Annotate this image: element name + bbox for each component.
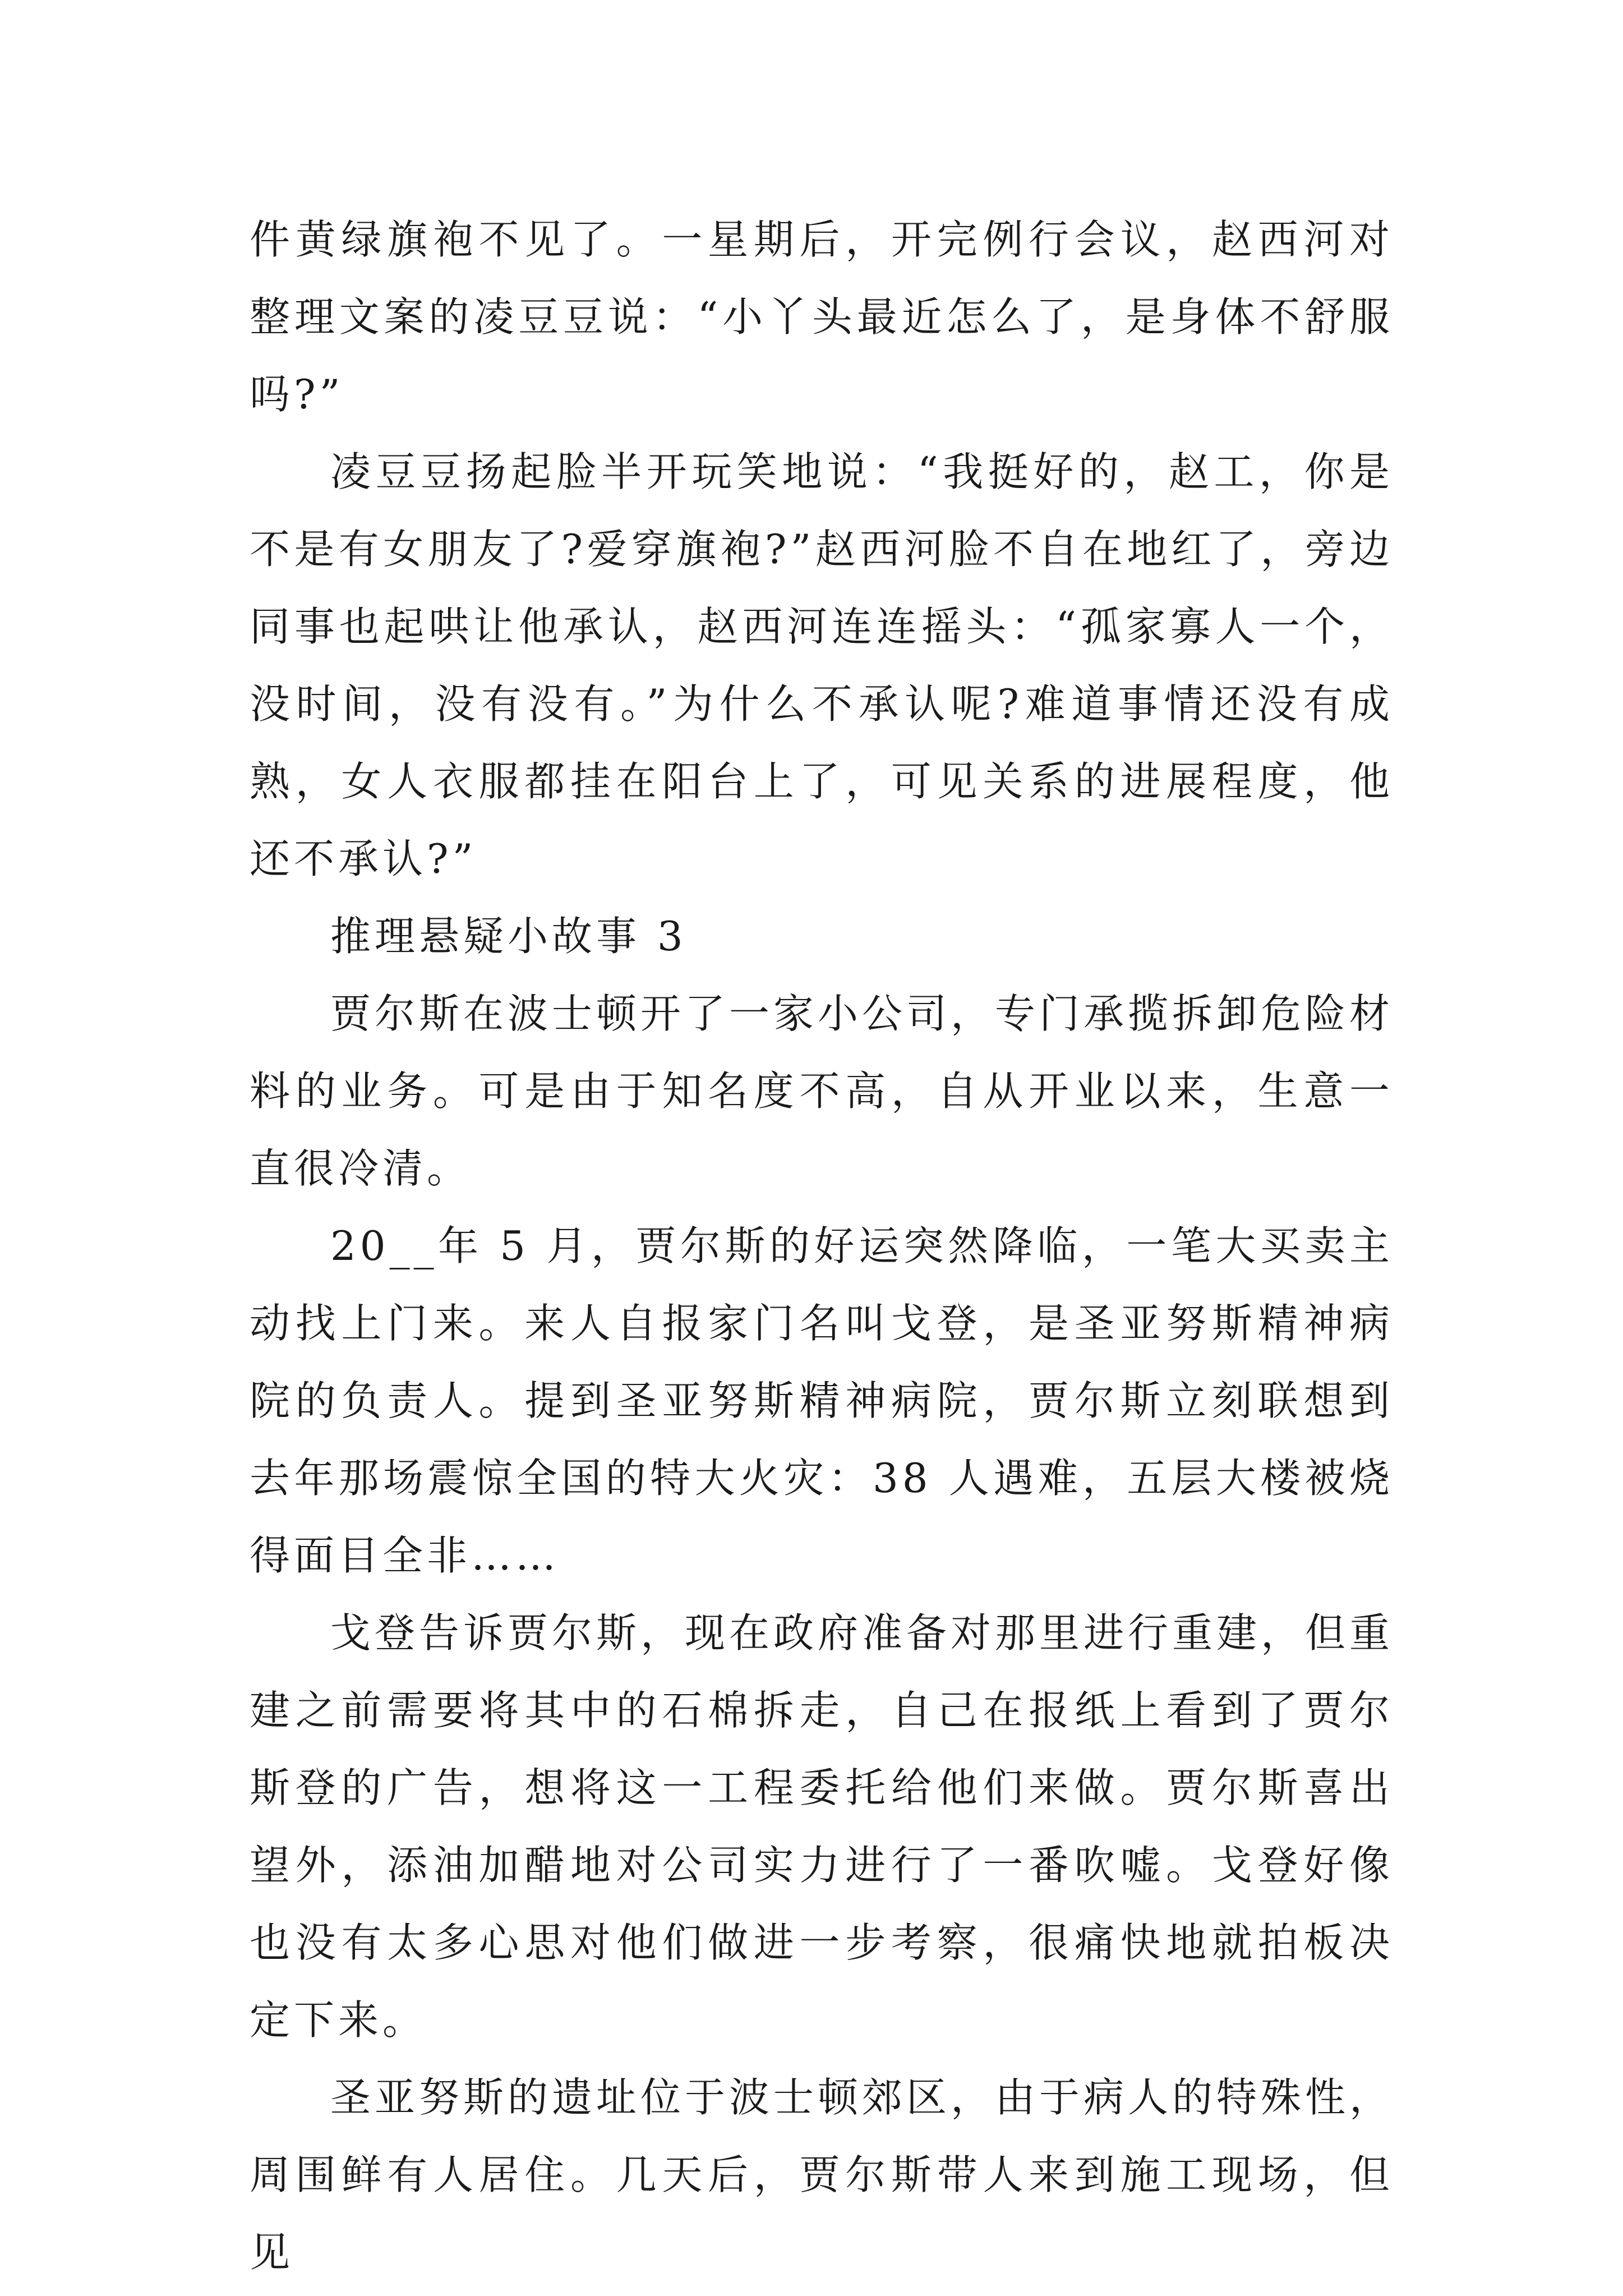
paragraph: 圣亚努斯的遗址位于波士顿郊区，由于病人的特殊性，周围鲜有人居住。几天后，贾尔斯带人来到施工现场，但见: [250, 2074, 1394, 2276]
paragraph: 贾尔斯在波士顿开了一家小公司，专门承揽拆卸危险材料的业务。可是由于知名度不高，自从开业以来，生意一直很冷清。: [250, 990, 1394, 1192]
paragraph-continuation: 件黄绿旗袍不见了。一星期后，开完例行会议，赵西河对整理文案的凌豆豆说：“小丫头最近怎么了，是身体不舒服吗?”: [250, 216, 1394, 418]
section-heading: 推理悬疑小故事 3: [330, 913, 687, 960]
document-body: [250, 201, 1394, 2291]
paragraph: 20__年 5 月，贾尔斯的好运突然降临，一笔大买卖主动找上门来。来人自报家门名叫戈登，是圣亚努斯精神病院的负责人。提到圣亚努斯精神病院，贾尔斯立刻联想到去年那场震惊全国的特大火灾：38 人遇难，五层大楼被烧得面目全非……: [250, 1222, 1394, 1579]
paragraph: 凌豆豆扬起脸半开玩笑地说：“我挺好的，赵工，你是不是有女朋友了?爱穿旗袍?”赵西河脸不自在地红了，旁边同事也起哄让他承认，赵西河连连摇头：“孤家寡人一个，没时间，没有没有。”为什么不承认呢?难道事情还没有成熟，女人衣服都挂在阳台上了，可见关系的进展程度，他还不承认?”: [250, 448, 1394, 882]
paragraph: 戈登告诉贾尔斯，现在政府准备对那里进行重建，但重建之前需要将其中的石棉拆走，自己在报纸上看到了贾尔斯登的广告，想将这一工程委托给他们来做。贾尔斯喜出望外，添油加醋地对公司实力进行了一番吹嘘。戈登好像也没有太多心思对他们做进一步考察，很痛快地就拍板决定下来。: [250, 1609, 1394, 2044]
